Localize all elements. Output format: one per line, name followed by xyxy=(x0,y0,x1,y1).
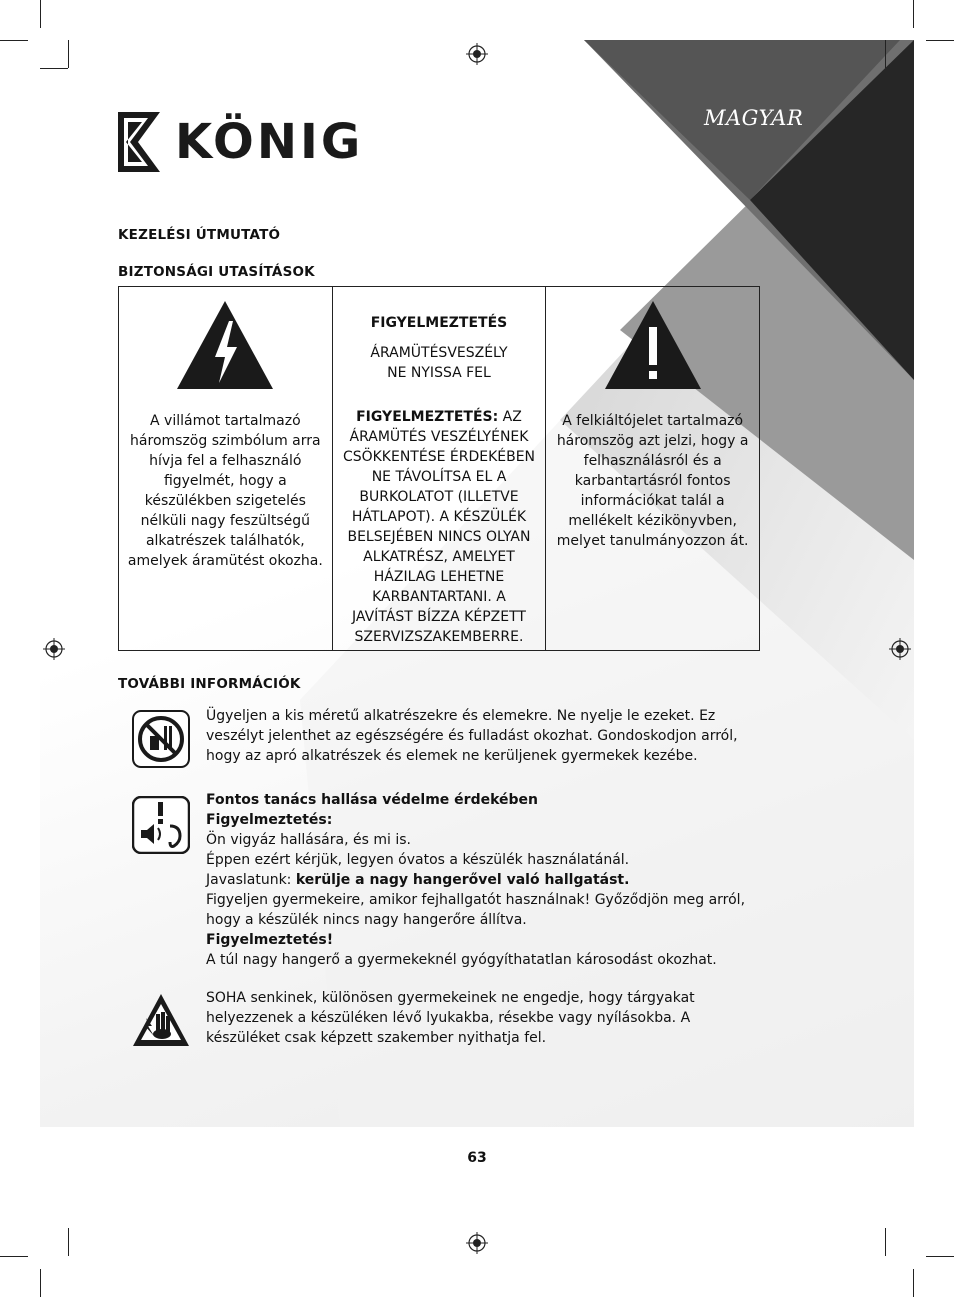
heading-manual: KEZELÉSI ÚTMUTATÓ xyxy=(118,227,281,243)
page-number: 63 xyxy=(467,1150,487,1166)
hearing-line-3-bold: kerülje a nagy hangerővel való hallgatást. xyxy=(295,872,630,888)
warning-subtitle-line1: ÁRAMÜTÉSVESZÉLY xyxy=(370,345,508,361)
safety-cell-middle xyxy=(332,287,546,651)
crop-mark xyxy=(913,0,914,28)
brand-logo-text: KÖNIG xyxy=(175,114,364,170)
crop-mark xyxy=(885,1228,886,1256)
info-item-small-parts xyxy=(132,706,762,776)
info-item-hearing xyxy=(132,790,762,970)
registration-mark-icon xyxy=(43,638,65,660)
warning-subtitle-line2: NE NYISSA FEL xyxy=(387,365,491,381)
warning-body xyxy=(341,407,538,647)
exclamation-description: A felkiáltójelet tartalmazó háromszög azt jelzi, hogy a felhasználásról és a karbantartásról fontos információkat talál a mellékelt kézikönyvben, melyet tanulmányozzon át. xyxy=(556,413,749,549)
hearing-line-3 xyxy=(206,870,766,890)
crop-mark xyxy=(68,1228,69,1256)
safety-table xyxy=(118,286,760,651)
registration-mark-icon xyxy=(466,43,488,65)
safety-cell-right xyxy=(546,287,760,651)
crop-mark xyxy=(0,1256,28,1257)
lightning-warning-triangle-icon xyxy=(175,299,275,391)
hearing-line-4: Figyeljen gyermekeire, amikor fejhallgatót használnak! Győződjön meg arról, hogy a készülék nincs nagy hangerőre állítva. xyxy=(206,892,746,928)
konig-logo-mark-icon xyxy=(118,112,168,172)
heading-more-info: TOVÁBBI INFORMÁCIÓK xyxy=(118,676,301,692)
hearing-line-5: A túl nagy hangerő a gyermekeknél gyógyíthatatlan károsodást okozhat. xyxy=(206,952,717,968)
crop-mark xyxy=(40,1269,41,1297)
hearing-line-1: Ön vigyáz hallására, és mi is. xyxy=(206,832,411,848)
crop-mark xyxy=(913,1269,914,1297)
crop-mark xyxy=(40,68,68,69)
crop-mark xyxy=(926,40,954,41)
registration-mark-icon xyxy=(466,1232,488,1254)
heading-safety: BIZTONSÁGI UTASÍTÁSOK xyxy=(118,264,315,280)
crop-mark xyxy=(926,1256,954,1257)
warning-body-bold: FIGYELMEZTETÉS: xyxy=(356,409,499,425)
exclamation-warning-triangle-icon xyxy=(603,299,703,391)
warning-title: FIGYELMEZTETÉS xyxy=(370,315,508,331)
hearing-warning-1: Figyelmeztetés: xyxy=(206,812,333,828)
small-parts-text: Ügyeljen a kis méretű alkatrészekre és elemekre. Ne nyelje le ezeket. Ez veszélyt jelenthet az egészségére és fulladást okozhat. Gondoskodjon arról, hogy az apró alkatrészek és elemek ne kerüljenek gyermekek kezébe. xyxy=(206,708,738,764)
registration-mark-icon xyxy=(889,638,911,660)
no-eating-small-parts-icon xyxy=(132,710,190,768)
crop-mark xyxy=(885,40,886,68)
safety-cell-left xyxy=(119,287,333,651)
warning-body-text: AZ ÁRAMÜTÉS VESZÉLYÉNEK CSÖKKENTÉSE ÉRDEKÉBEN NE TÁVOLÍTSA EL A BURKOLATOT (ILLETVE HÁTLAPOT). A KÉSZÜLÉK BELSEJÉBEN NINCS OLYAN ALKATRÉSZ, AMELYET HÁZILAG LEHETNE KARBANTARTANI. A JAVÍTÁST BÍZZA KÉPZETT SZERVIZSZAKEMBERRE. xyxy=(342,409,536,645)
hearing-title: Fontos tanács hallása védelme érdekében xyxy=(206,792,538,808)
info-item-openings xyxy=(132,988,762,1058)
hearing-line-3-prefix: Javaslatunk: xyxy=(206,872,296,888)
hearing-protection-icon xyxy=(132,796,190,854)
hearing-warning-2: Figyelmeztetés! xyxy=(206,932,334,948)
crop-mark xyxy=(40,0,41,28)
openings-text: SOHA senkinek, különösen gyermekeinek ne engedje, hogy tárgyakat helyezzenek a készüléken lévő lyukakba, résekbe vagy nyílásokba. A készüléket csak képzett szakember nyithatja fel. xyxy=(206,990,695,1046)
electric-shock-hand-warning-icon xyxy=(132,992,190,1050)
hearing-line-2: Éppen ezért kérjük, legyen óvatos a készülék használatánál. xyxy=(206,852,630,868)
crop-mark xyxy=(68,40,69,68)
hearing-text-block xyxy=(206,790,766,970)
crop-mark xyxy=(0,40,28,41)
lightning-description: A villámot tartalmazó háromszög szimbólum arra hívja fel a felhasználó figyelmét, hogy a készülékben szigetelés nélküli nagy feszültségű alkatrészek találhatók, amelyek áramütést okozha. xyxy=(127,413,323,569)
language-label: MAGYAR xyxy=(704,106,804,130)
